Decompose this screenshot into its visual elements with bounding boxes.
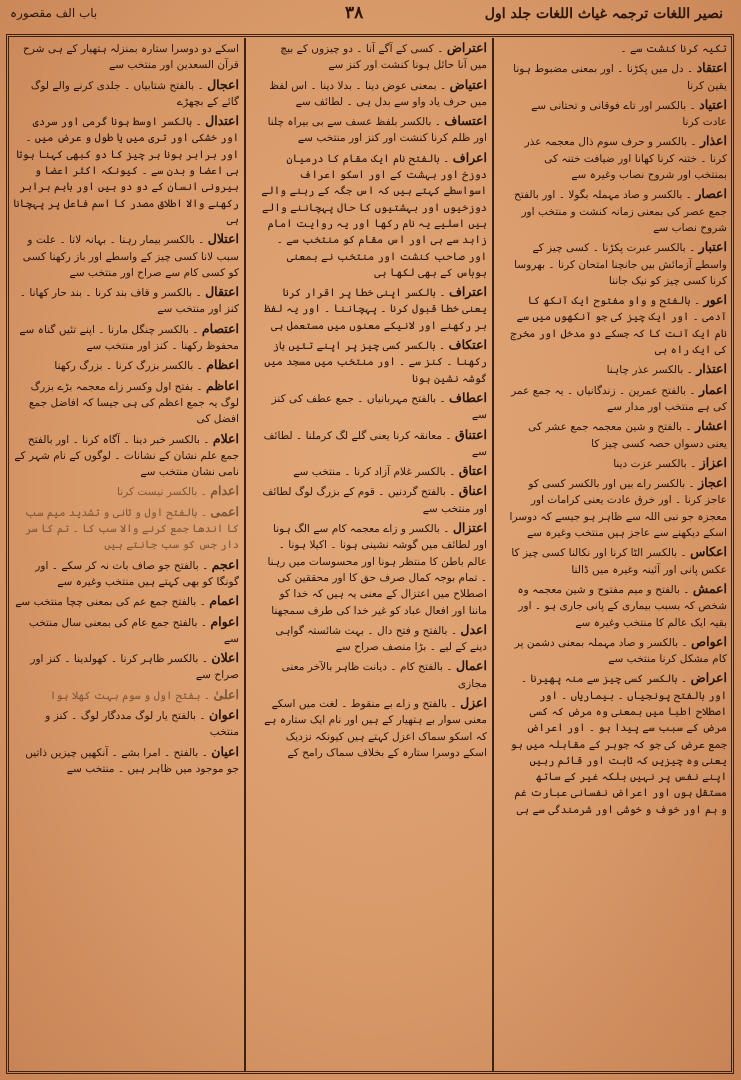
dictionary-entry	[261, 520, 487, 619]
entry-definition: ۔ بالکسر کسی چیز پر اپنے تئیں باز رکھنا ۔ کنز سے ۔ اور منتخب میں مسجد میں گوشہ نشین ہونا	[264, 340, 487, 385]
chapter-note: باب الف مقصورہ	[10, 6, 98, 20]
dictionary-entry	[261, 622, 487, 656]
entry-definition: ۔ بالفتح اول و ثانی و تشدید میم سب کا اندھا جمع کرنے والا سب کا ۔ تم کا سر دار جس کو سب جانتے ہیں	[24, 506, 239, 552]
entry-definition: ۔ بالفتح و واو مفتوح ایک آنکھ کا آدمی ۔ اور ایک چیز کی جو آنکھوں میں سے نام ایک آنت کا کہ جسکے دو مدخل اور مخرج کی ایک راہ ہی	[510, 295, 727, 357]
entry-definition: ۔ بالکسر بیمار رہنا ۔ بہانہ لانا ۔ علت و سبب لانا کسی چیز کے واسطے اور باز رکھنا کسی کو کسی کام سے صراح اور منتخب سے	[22, 234, 239, 279]
entry-definition: ۔ بالفتح و شین معجمہ جمع عشر کی یعنی دسواں حصہ کسی چیز کا	[528, 421, 727, 450]
dictionary-entry	[261, 150, 487, 281]
entry-headword: اعور	[703, 292, 727, 308]
entry-headword: اعصار	[695, 186, 727, 202]
dictionary-entry	[261, 337, 487, 387]
column-divider	[492, 38, 494, 1072]
dictionary-entry	[509, 455, 727, 472]
entry-headword: اعتیاض	[449, 76, 487, 92]
dictionary-entry	[13, 113, 239, 228]
entry-headword: اعتدال	[205, 113, 239, 129]
entry-definition: ۔ بفتح اول وکسر زاے معجمہ بڑے بزرگ لوگ یہ جمع اعظم کی ہی جیسا کہ افاضل جمع افضل کی	[28, 380, 239, 426]
entry-definition: ۔ بالفتح و زاے بے منقوط ۔ لغت میں اسکے معنی سوار بے ہتھیار کے ہیں اور نام ایک ستارہ ہے کہ اسکو سماک اعزل کہتے ہیں کیونکہ نزدیک اسکے دوسرا ستارہ کے بخلاف سماک رامح کے	[264, 697, 487, 759]
entry-headword: اعمی	[210, 503, 239, 519]
dictionary-entry	[509, 40, 727, 57]
entry-definition: ۔ بالکسر اپنی خطا پر اقرار کرنا یعنی خطا قبول کرنا ۔ پہچاننا ۔ اور یہ لفظ بر رکھنے اور لانیکے معنوں میں مستعمل ہی	[264, 287, 487, 332]
entry-headword: اعذار	[699, 133, 727, 149]
dictionary-entry	[261, 40, 487, 74]
entry-headword: اعجم	[211, 556, 239, 572]
dictionary-entry	[13, 378, 239, 428]
entry-headword: اعتقال	[205, 284, 239, 300]
entry-headword: اعتصام	[201, 320, 239, 336]
dictionary-entry	[13, 687, 239, 704]
entry-headword: اعمام	[209, 593, 239, 609]
dictionary-entry	[261, 284, 487, 334]
entry-headword: اعتزال	[452, 520, 487, 536]
dictionary-entry	[13, 431, 239, 481]
entry-definition: ۔ بالکسر نیست کرنا	[116, 486, 207, 499]
entry-headword: اعتکاف	[448, 337, 487, 353]
entry-definition: ۔ بالفتح جمع عام کی بمعنی سال منتخب سے	[28, 616, 239, 645]
dictionary-entry	[13, 707, 239, 741]
dictionary-entry	[261, 483, 487, 517]
entry-definition: ۔ بالفتح جو صاف بات نہ کر سکے ۔ اور گونگا کو بھی کہتے ہیں منتخب وغیرہ سے	[35, 559, 239, 588]
dictionary-entry	[509, 292, 727, 358]
dictionary-entry	[261, 427, 487, 461]
entry-definition: ۔ بالفتح یار لوگ مددگار لوگ ۔ کنز و منتخب	[45, 709, 239, 739]
dictionary-entry	[13, 744, 239, 778]
entry-headword: اعراف	[452, 149, 487, 165]
entry-definition: ۔ بالکسر و صاد مہملہ بگولا ۔ اور بالفتح جمع عصر کی بمعنی زمانہ کنشت و منتخب اور شروح نصاب سے	[514, 189, 727, 234]
entry-definition: ۔ بالکسر اوسط ہونا گرمی اور سردی اور خشکی اور تری میں یا طول و عرض میں ۔ اور برابر ہونا ہر چیز کا دو کبھی کہنا ہوتا ہی اعضا و بدن سے ۔ کیونکہ اکثر اعضا و بیرونی انسان کے دو دو ہیں اور باہم برابر رکھنے والا اطلاق مصدر کا اسم فاعل پر پہچانا ہی	[13, 116, 239, 226]
entry-definition: ۔ بالفتح نام ایک مقام کا درمیان دوزخ اور بہشت کے اور اسکو اعراف اسواسطے کہتے ہیں کہ اس جگہ کے رہنے والے دوزخیوں اور بہشتیوں کا حال پہچاننے والے ہیں اسلیے یہ نام رکھا اور یہ روایت امام زاہد سے ہی اور اس مقام کو منتخب سے ۔ اور صاحب کنشت اور منتخب نے بمعنی بوباس کے بھی لکھا ہی	[261, 152, 487, 279]
dictionary-entry	[13, 504, 239, 554]
entry-definition: ۔ بالفتح و میم مفتوح و شین معجمہ وہ شخص کہ بسبب بیماری کے پانی جاری ہو ۔ اور بقیہ ایک عالم کا منتخب وغیرہ سے	[517, 583, 727, 629]
entry-definition: ۔ بالفتح مہربانیاں ۔ جمع عطف کی کنز سے	[271, 392, 487, 422]
entry-headword: اعناق	[458, 483, 487, 499]
entry-headword: اعشار	[695, 418, 727, 434]
entry-definition: ۔ کسی کے آگے آنا ۔ دو چیزوں کے بیچ میں آنا حائل ہونا کنشت اور کنز سے	[280, 43, 487, 72]
entry-headword: اعزاز	[699, 454, 727, 470]
entry-definition: ۔ بالکسر خبر دینا ۔ آگاہ کرنا ۔ اور بالفتح جمع علم نشان کے نشانات ۔ لوگوں کے نام شہر کے نامی نشان منتخب سے	[14, 433, 239, 479]
dictionary-entry	[509, 670, 727, 818]
dictionary-entry	[261, 658, 487, 692]
dictionary-entry	[509, 544, 727, 578]
dictionary-entry	[509, 475, 727, 541]
entry-definition: ۔ بالکسر و حرف سوم ذال معجمہ عذر کرنا ۔ ختنہ کرنا کھانا اور ضیافت ختنہ کی بمنتخب اور شروح نصاب وغیرہ سے	[524, 136, 727, 182]
entry-definition: اسکے دو دوسرا ستارہ بمنزلہ ہتھیار کے ہی شرح قرآن السعدین اور منتخب سے	[23, 43, 239, 72]
dictionary-entry	[13, 231, 239, 281]
entry-headword: اعاظم	[205, 377, 239, 393]
entry-definition: ۔ بالکسر کسی چیز سے منہ پھیرنا ۔ اور بالفتح پونجیاں ۔ بیماریاں ۔ اور اصطلاح اطبا میں بمعنی وہ مرض کہ کسی مرض کے سبب سے پیدا ہو ۔ اور اعراض جمع عرض کی جو کہ جوہر کے مقابلہ میں ہو یعنی وہ چیزیں کہ ثابت اور قائم رہیں اپنے نفس پر نہیں بلکہ غیر کے ساتھ مستقل ہوں اور اعراض نفسانی عبارت غم و ہم اور خوف و خوشی اور شرمندگی سے ہی	[510, 673, 727, 816]
entry-headword: اعکاس	[690, 544, 727, 560]
entry-definition: ۔ بالکسر الٹا کرنا اور نکالنا کسی چیز کا عکس پانی اور آئینہ وغیرہ میں ڈالنا	[511, 547, 727, 576]
entry-headword: اعتلال	[207, 231, 239, 247]
entry-headword: اعجاز	[698, 475, 727, 491]
dictionary-entry	[13, 321, 239, 355]
entry-definition: ۔ بالکسر راے بیں اور بالکسر کسی کو عاجز کرنا ۔ اور خرق عادت یعنی کرامات اور معجزہ جو نبی اللہ سے ظاہر ہو جیسے کہ دوسرا اسکے دیکھنے سے عاجز ہیں منتخب وغیرہ سے	[509, 478, 727, 540]
entry-definition: ۔ بالکسر غلام آزاد کرنا ۔ منتخب سے	[293, 466, 456, 479]
entry-definition: تکیہ کرنا کنشت سے ۔	[620, 43, 727, 55]
entry-headword: اعدل	[460, 621, 487, 637]
entry-definition: ۔ بالکسر و زاے معجمہ کام سے الگ ہونا اور لطائف میں گوشہ نشینی ہونا ۔ اکیلا ہونا ۔ عالم باطن کا منتظر ہونا اور محسوسات میں رہنا ۔ تمام بوجہ کمال صرف حق کا اور محققین کی اصطلاح میں اعتزال کے معنی یہ ہیں کہ خدا کو ماننا اور افعال عباد کو غیر خدا کی طرف سمجھنا	[267, 523, 487, 617]
dictionary-entry	[509, 361, 727, 378]
entry-headword: اعمش	[692, 580, 727, 596]
column-divider	[244, 38, 246, 1072]
dictionary-entry	[13, 650, 239, 684]
dictionary-entry	[13, 593, 239, 610]
entry-definition: ۔ بالکسر بزرگ کرنا ۔ بزرگ رکھنا	[54, 360, 203, 373]
dictionary-entry	[13, 40, 239, 74]
running-title: نصیر اللغات ترجمہ غیاث اللغات جلد اول	[484, 6, 723, 22]
dictionary-entry	[261, 695, 487, 761]
entry-headword: اعجال	[207, 76, 239, 92]
dictionary-entry	[509, 239, 727, 289]
column-right	[504, 38, 732, 1072]
column-middle	[256, 38, 492, 1072]
entry-headword: اعتناق	[455, 426, 487, 442]
dictionary-entry	[509, 634, 727, 668]
dictionary-entry	[509, 97, 727, 131]
entry-headword: اعمال	[455, 658, 487, 674]
entry-definition: ۔ دل میں پکڑنا ۔ اور بمعنی مضبوط ہونا یقین کرنا	[513, 63, 727, 92]
entry-headword: اعتذار	[696, 361, 727, 377]
entry-headword: اعتراض	[446, 40, 487, 55]
dictionary-entry	[509, 382, 727, 416]
dictionary-entry	[261, 390, 487, 424]
entry-definition: ۔ بالکسر و صاد مہملہ بمعنی دشمن پر کام مشکل کرنا منتخب سے	[514, 636, 727, 666]
entry-definition: ۔ بالکسر بلفظ عسف سے بی بیراہ چلنا اور ظلم کرنا کنشت اور کنز اور منتخب سے	[267, 116, 487, 145]
entry-definition: ۔ بالکسر عذر چاہنا	[606, 364, 693, 377]
dictionary-entry	[509, 133, 727, 183]
dictionary-entry	[13, 77, 239, 111]
entry-headword: اعتقاد	[696, 60, 727, 76]
dictionary-entry	[261, 77, 487, 111]
dictionary-entry	[13, 284, 239, 318]
entry-definition: ۔ بالکسر عزت دینا	[613, 457, 697, 470]
entry-definition: ۔ بالفتح ۔ امرا بشے ۔ آنکھیں چیزیں ذاتیں جو موجود میں ظاہر ہیں ۔ منتخب سے	[25, 746, 239, 775]
entry-headword: اعظام	[206, 357, 239, 373]
entry-definition: ۔ بالکسر عبرت پکڑنا ۔ کسی چیز کے واسطے آزمائش بیں جانچنا امتحان کرنا ۔ بھروسا کرنا کسی چیز کو نیک جاننا	[514, 242, 727, 287]
entry-headword: اعوام	[210, 613, 239, 629]
dictionary-entry	[261, 463, 487, 480]
column-left	[8, 38, 244, 1072]
entry-definition: ۔ بمعنی عوض دینا ۔ بدلا دینا ۔ اس لفظ میں حرف یاد واو سے بدل ہی ۔ لطائف سے	[269, 79, 487, 108]
page-header	[0, 0, 741, 34]
entry-definition: ۔ بفتح اول و سوم بہت کھلا ہوا	[49, 689, 211, 702]
entry-headword: اعلیٰ	[213, 686, 239, 702]
entry-headword: اعلام	[212, 430, 239, 446]
entry-headword: اعطاف	[449, 389, 487, 405]
entry-headword: اعیان	[211, 743, 239, 759]
dictionary-entry	[261, 113, 487, 147]
dictionary-entry	[13, 614, 239, 648]
entry-definition: ۔ بالکسر ظاہر کرنا ۔ کھولدینا ۔ کنز اور صراح سے	[30, 653, 239, 682]
entry-headword: اعزل	[460, 694, 487, 710]
entry-definition: ۔ بالفتح گردنیں ۔ قوم کے بزرگ لوگ لطائف اور منتخب سے	[262, 486, 487, 515]
entry-headword: اعتساف	[444, 113, 487, 129]
entry-definition: ۔ بالفتح عمرین ۔ زندگانیاں ۔ یہ جمع عمر کی ہے منتخب اور مدار سے	[511, 384, 727, 413]
entry-headword: اعدام	[210, 483, 239, 499]
entry-headword: اعتیاد	[699, 96, 727, 112]
dictionary-entry	[13, 357, 239, 374]
page-number: ۳۸	[345, 3, 364, 23]
entry-definition: ۔ بالکسر و قاف بند کرنا ۔ بند حار کھانا ۔ کنز اور منتخب سے	[19, 287, 239, 316]
entry-definition: ۔ معانقہ کرنا یعنی گلے لگ کرملنا ۔ لطائف سے	[263, 429, 487, 458]
entry-headword: اعمار	[698, 381, 727, 397]
entry-headword: اعلان	[211, 650, 239, 666]
entry-headword: اعتاق	[458, 463, 487, 479]
entry-headword: اعتراف	[448, 284, 487, 300]
entry-definition: ۔ بالفتح جمع عم کی بمعنی چچا منتخب سے	[15, 596, 206, 609]
entry-definition: ۔ بالفتح و فتح دال ۔ بہت شائستہ گواہی دینے کے لیے ۔ بڑا منصف صراح سے	[275, 624, 487, 654]
dictionary-entry	[509, 186, 727, 236]
dictionary-entry	[509, 581, 727, 631]
entry-headword: اعراض	[690, 670, 727, 686]
dictionary-entry	[509, 60, 727, 94]
dictionary-entry	[13, 557, 239, 591]
entry-headword: اعوان	[208, 706, 239, 722]
entry-definition: ۔ بالکسر اور تاے فوقانی و تحتانی سے عادت کرنا	[531, 99, 727, 129]
entry-definition: ۔ بالفتح شتابیاں ۔ جلدی کرنے والے لوگ گائے کے بچھڑے	[30, 79, 239, 108]
entry-headword: اعتبار	[698, 239, 727, 255]
dictionary-entry	[13, 483, 239, 500]
entry-definition: ۔ بالفتح کام ۔ دیانت ظاہر بالآخر معنی مجازی	[281, 661, 487, 690]
dictionary-entry	[509, 418, 727, 452]
entry-headword: اعواص	[691, 633, 727, 649]
entry-definition: ۔ بالکسر چنگل مارنا ۔ اپنے تئیں گناہ سے محفوظ رکھنا ۔ کنز اور منتخب سے	[19, 323, 239, 353]
